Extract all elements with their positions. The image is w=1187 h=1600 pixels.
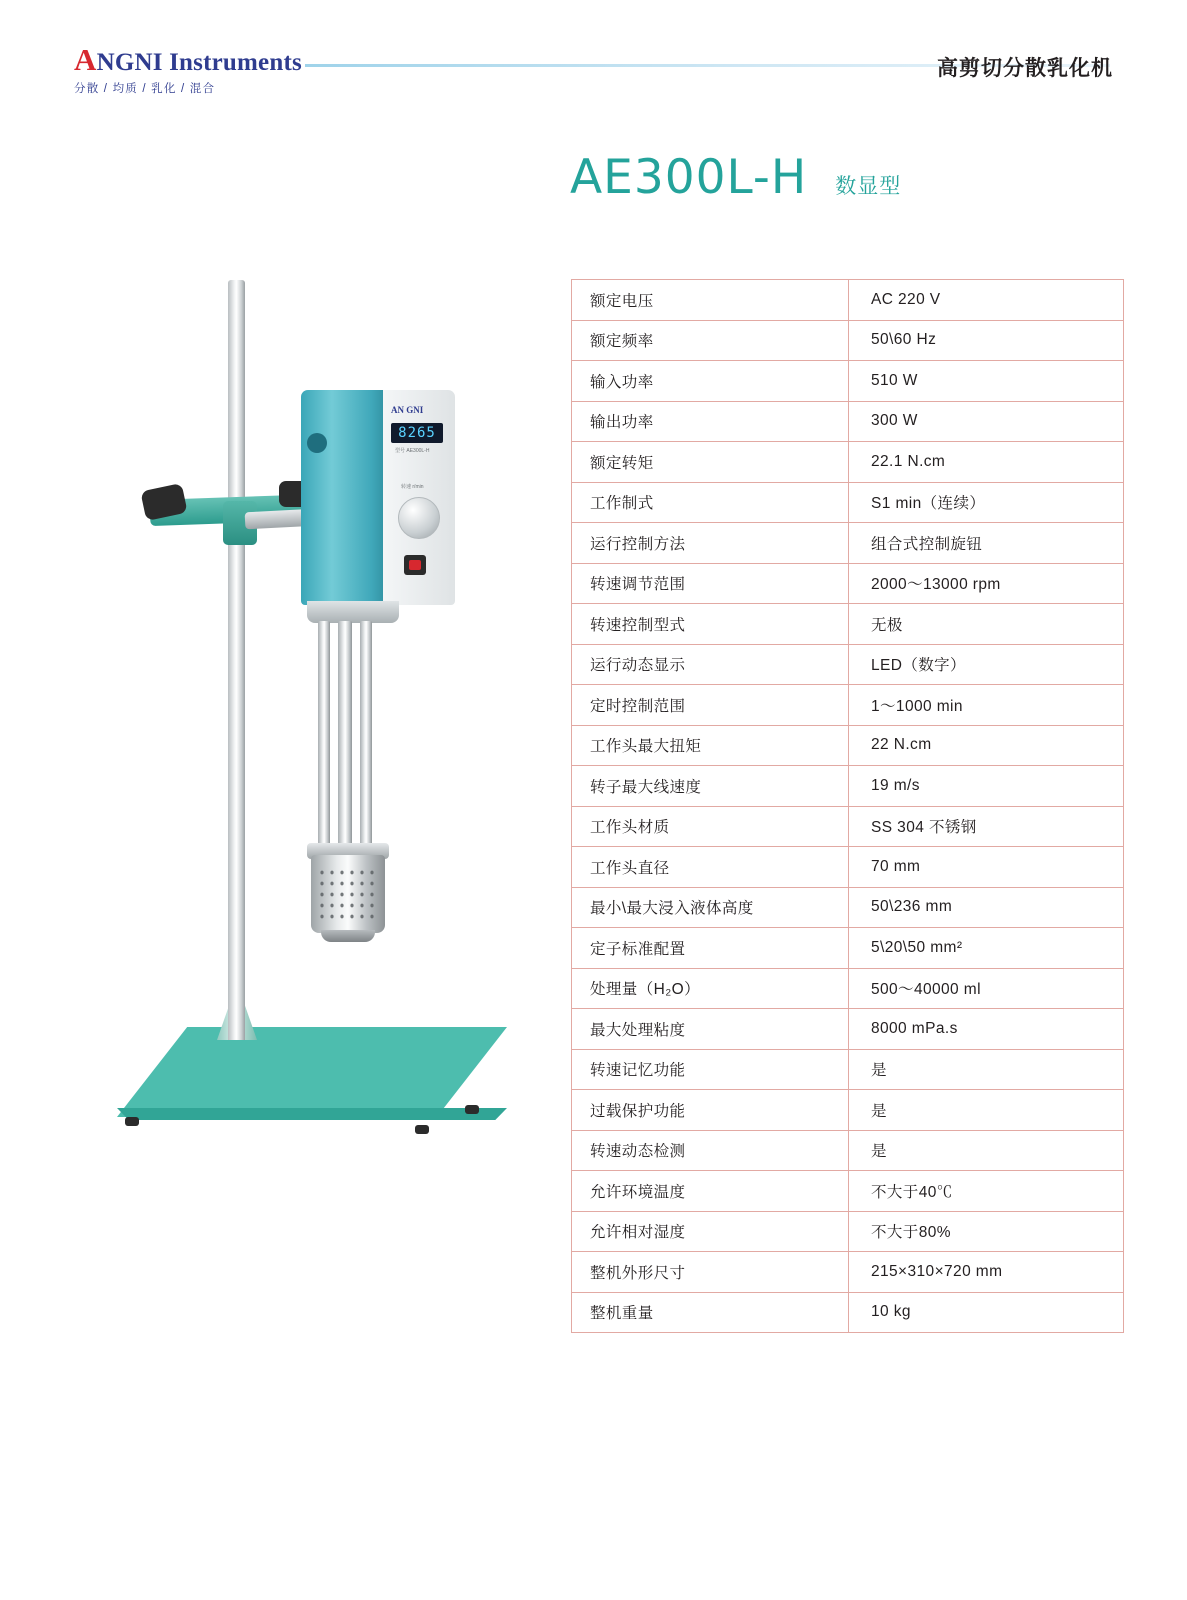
header-category-title: 高剪切分散乳化机: [937, 57, 1113, 80]
work-head: [311, 855, 385, 933]
table-row: [572, 887, 1124, 928]
table-row: [572, 847, 1124, 888]
brand-logo: [74, 44, 314, 96]
spec-key: 工作头材质: [572, 806, 849, 847]
spec-key: 允许相对湿度: [572, 1211, 849, 1252]
shaft-tube: [360, 621, 372, 861]
table-row: [572, 806, 1124, 847]
spec-value: AC 220 V: [849, 280, 1124, 321]
product-photo: [95, 265, 545, 1165]
spec-key: 允许环境温度: [572, 1171, 849, 1212]
spec-value: 19 m/s: [849, 766, 1124, 807]
spec-value: 不大于40℃: [849, 1171, 1124, 1212]
spec-value: 50\60 Hz: [849, 320, 1124, 361]
specification-table-body: [572, 280, 1124, 1333]
spec-key: 定子标准配置: [572, 928, 849, 969]
panel-speed-label: 转速 r/min: [401, 484, 424, 490]
power-switch: [404, 555, 426, 575]
logo-wordmark: [74, 44, 314, 75]
spec-key: 过载保护功能: [572, 1090, 849, 1131]
base-plate-side: [117, 1108, 507, 1120]
speed-control-knob: [398, 497, 440, 539]
product-variant: 数显型: [835, 175, 902, 198]
specification-table: [571, 279, 1124, 1333]
table-row: [572, 523, 1124, 564]
table-row: [572, 320, 1124, 361]
table-row: [572, 1049, 1124, 1090]
logo-initial: A: [74, 42, 97, 77]
table-row: [572, 1252, 1124, 1293]
spec-value: 22 N.cm: [849, 725, 1124, 766]
spec-value: 22.1 N.cm: [849, 442, 1124, 483]
table-row: [572, 361, 1124, 402]
spec-key: 额定频率: [572, 320, 849, 361]
table-row: [572, 928, 1124, 969]
spec-key: 转速动态检测: [572, 1130, 849, 1171]
page-title: [570, 150, 901, 205]
spec-key: 工作制式: [572, 482, 849, 523]
table-row: [572, 604, 1124, 645]
spec-key: 整机重量: [572, 1292, 849, 1333]
work-head-bottom: [321, 930, 375, 942]
spec-key: 整机外形尺寸: [572, 1252, 849, 1293]
spec-value: S1 min（连续）: [849, 482, 1124, 523]
table-row: [572, 685, 1124, 726]
logo-wordmark-text: NGNI Instruments: [96, 49, 302, 76]
spec-value: 是: [849, 1130, 1124, 1171]
table-row: [572, 968, 1124, 1009]
motor-collar: [307, 601, 399, 623]
base-foot: [415, 1125, 429, 1134]
spec-value: SS 304 不锈钢: [849, 806, 1124, 847]
spec-key: 最大处理粘度: [572, 1009, 849, 1050]
spec-key: 转子最大线速度: [572, 766, 849, 807]
base-plate-top: [117, 1027, 507, 1117]
spec-key: 额定电压: [572, 280, 849, 321]
spec-value: LED（数字）: [849, 644, 1124, 685]
spec-key: 转速调节范围: [572, 563, 849, 604]
spec-key: 处理量（H₂O）: [572, 968, 849, 1009]
table-row: [572, 766, 1124, 807]
spec-value: 50\236 mm: [849, 887, 1124, 928]
spec-key: 运行动态显示: [572, 644, 849, 685]
spec-key: 工作头直径: [572, 847, 849, 888]
motor-housing: [301, 390, 389, 605]
spec-value: 10 kg: [849, 1292, 1124, 1333]
panel-model-label: 型号 AE300L-H: [395, 448, 430, 454]
spec-value: 不大于80%: [849, 1211, 1124, 1252]
spec-value: 是: [849, 1049, 1124, 1090]
spec-value: 215×310×720 mm: [849, 1252, 1124, 1293]
device-brand-label: AN GNI: [391, 405, 424, 415]
product-model: AE300L-H: [570, 150, 808, 205]
spec-value: 510 W: [849, 361, 1124, 402]
table-row: [572, 1009, 1124, 1050]
shaft-tube: [338, 621, 352, 871]
support-rod: [228, 280, 245, 1040]
page-header: [0, 0, 1187, 104]
spec-value: 无极: [849, 604, 1124, 645]
spec-value: 5\20\50 mm²: [849, 928, 1124, 969]
spec-key: 工作头最大扭矩: [572, 725, 849, 766]
table-row: [572, 563, 1124, 604]
spec-value: 300 W: [849, 401, 1124, 442]
spec-key: 输入功率: [572, 361, 849, 402]
table-row: [572, 1090, 1124, 1131]
shaft-tube: [318, 621, 330, 861]
table-row: [572, 442, 1124, 483]
table-row: [572, 1130, 1124, 1171]
table-row: [572, 725, 1124, 766]
table-row: [572, 280, 1124, 321]
spec-key: 输出功率: [572, 401, 849, 442]
spec-value: 组合式控制旋钮: [849, 523, 1124, 564]
table-row: [572, 1211, 1124, 1252]
table-row: [572, 1292, 1124, 1333]
spec-value: 1～1000 min: [849, 685, 1124, 726]
spec-key: 转速记忆功能: [572, 1049, 849, 1090]
spec-value: 8000 mPa.s: [849, 1009, 1124, 1050]
table-row: [572, 401, 1124, 442]
base-foot: [125, 1117, 139, 1126]
spec-value: 2000～13000 rpm: [849, 563, 1124, 604]
led-display: 8265: [391, 423, 443, 443]
spec-key: 定时控制范围: [572, 685, 849, 726]
table-row: [572, 1171, 1124, 1212]
logo-tagline: 分散 / 均质 / 乳化 / 混合: [74, 83, 216, 95]
table-row: [572, 482, 1124, 523]
table-row: [572, 644, 1124, 685]
spec-key: 转速控制型式: [572, 604, 849, 645]
base-foot: [465, 1105, 479, 1114]
motor-port: [307, 433, 327, 453]
spec-key: 运行控制方法: [572, 523, 849, 564]
spec-key: 最小\最大浸入液体高度: [572, 887, 849, 928]
spec-key: 额定转矩: [572, 442, 849, 483]
spec-value: 70 mm: [849, 847, 1124, 888]
spec-value: 是: [849, 1090, 1124, 1131]
spec-value: 500～40000 ml: [849, 968, 1124, 1009]
